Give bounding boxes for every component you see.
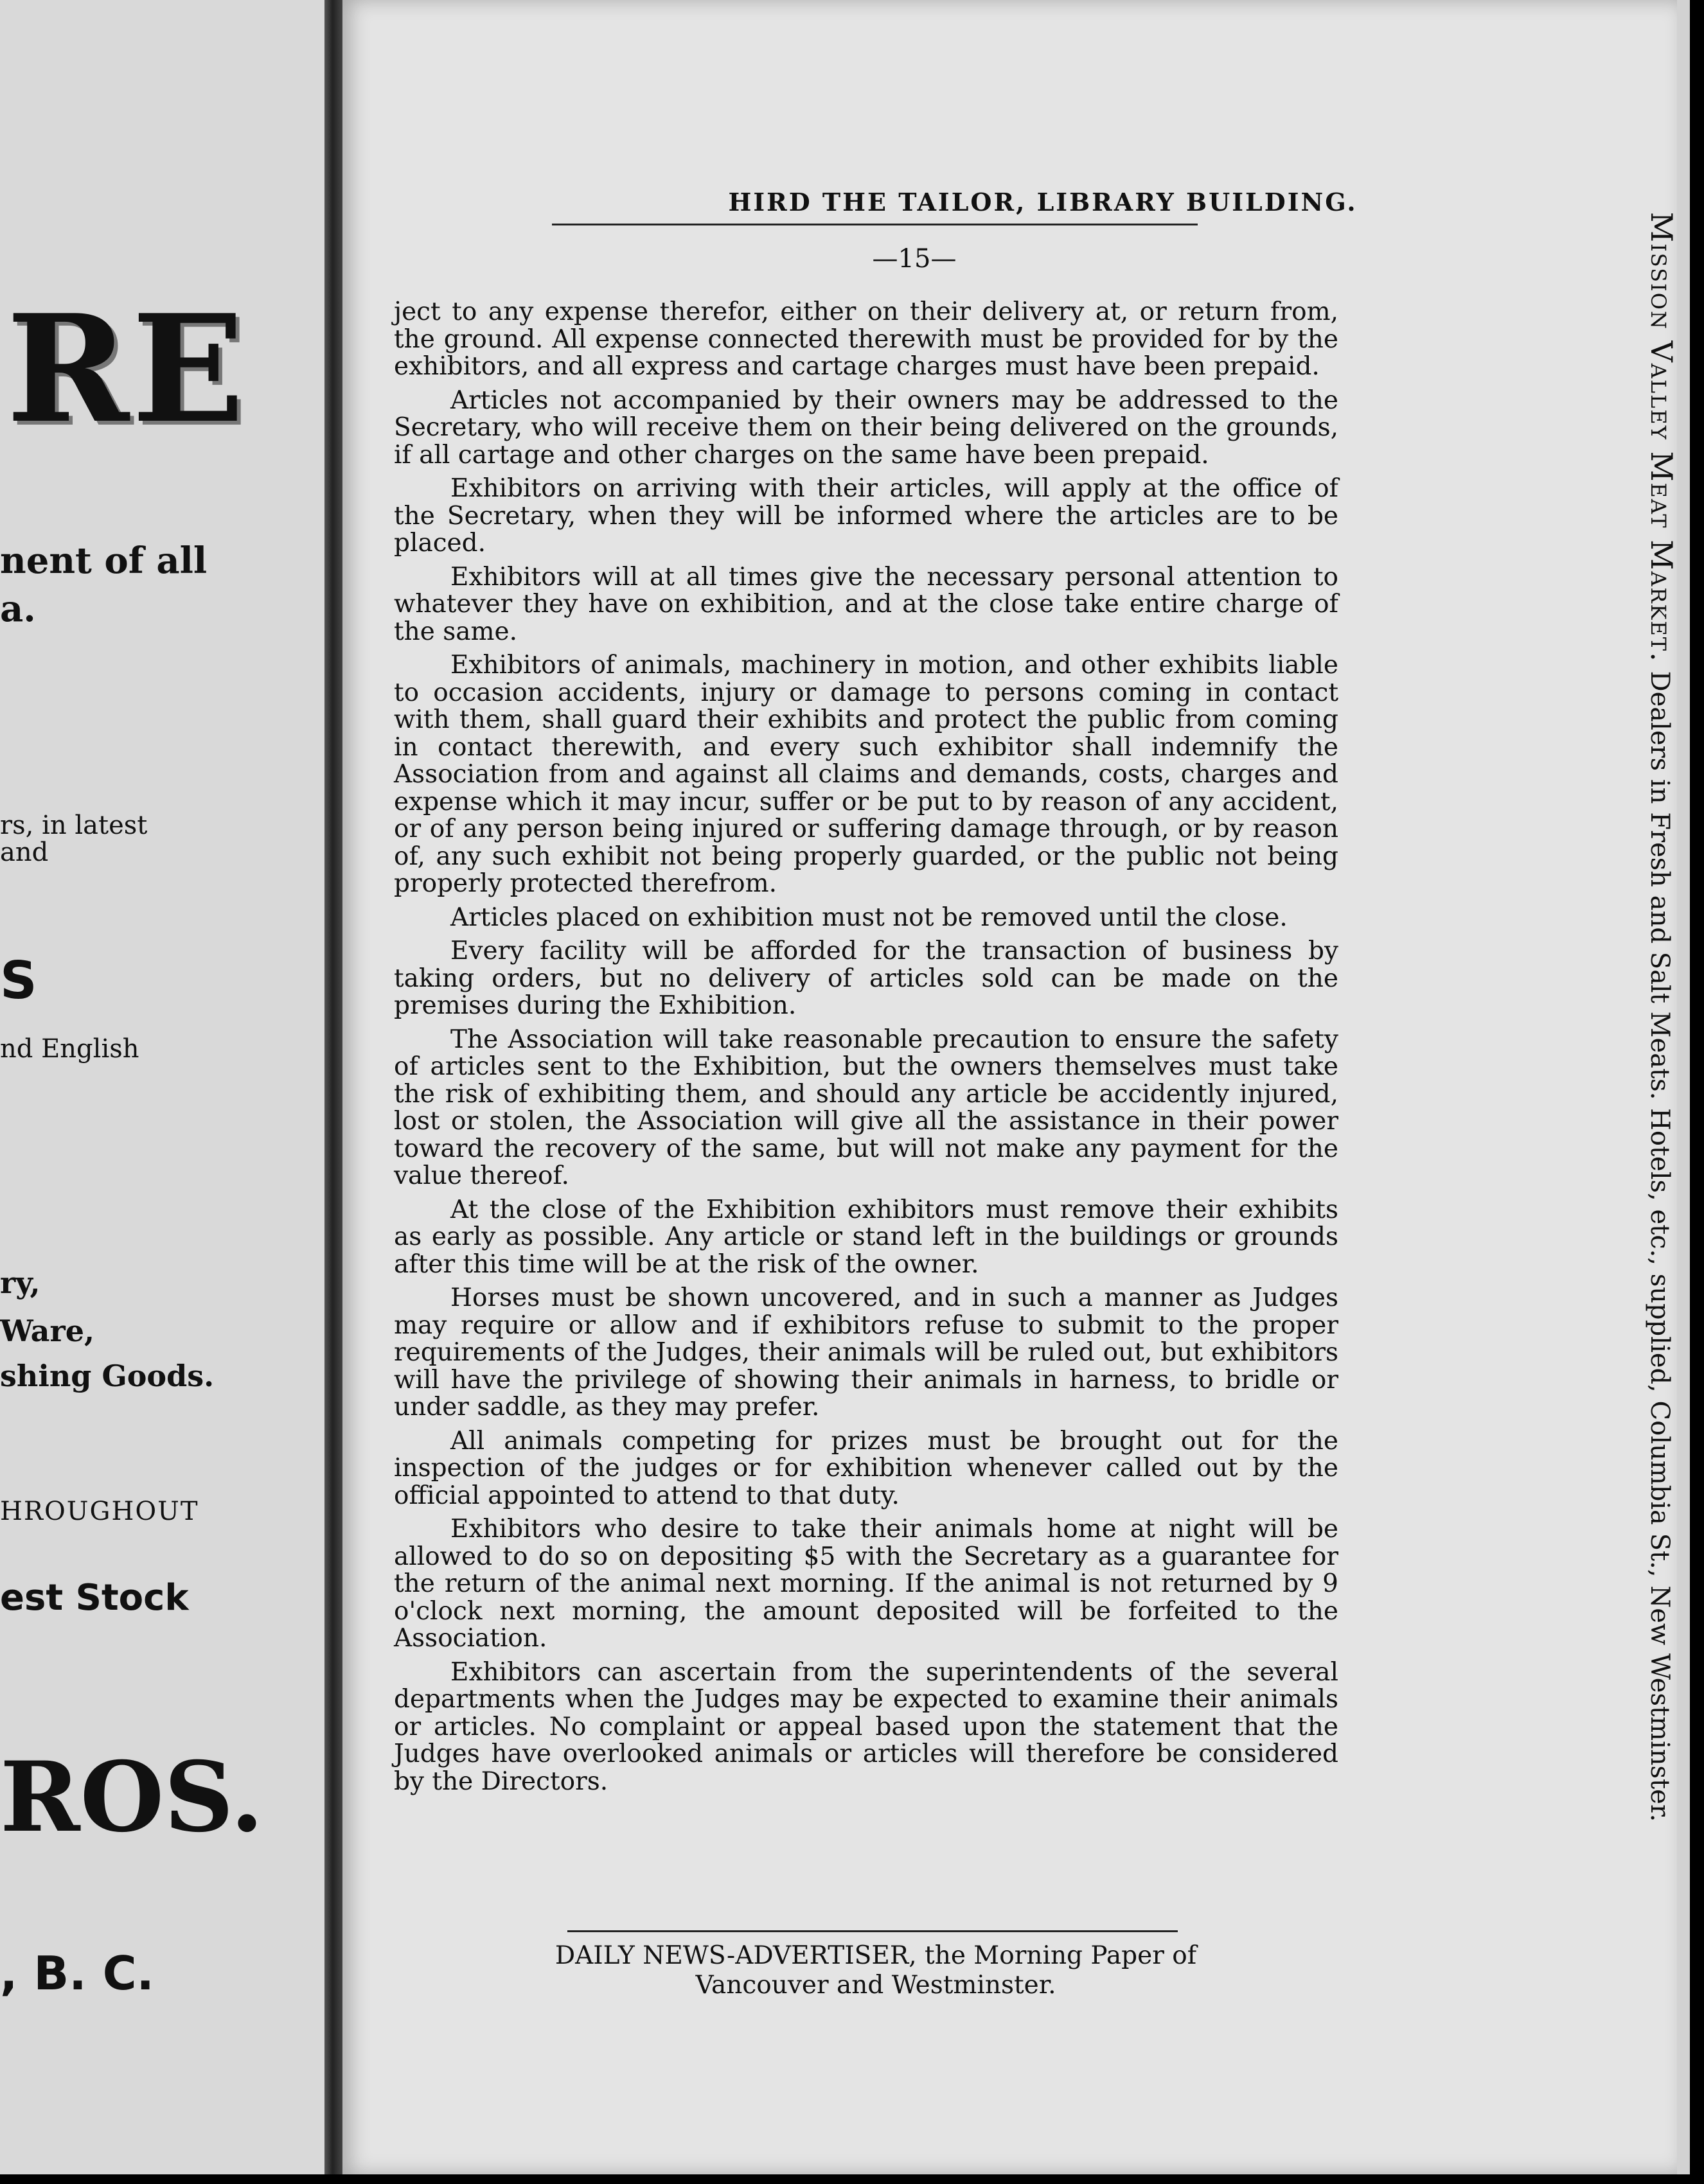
paragraph: Horses must be shown uncovered, and in such a manner as Judges may require or allow and if exhibitors refuse to submit to the proper requirements of the Judges, their animals will be ruled out, but exhibitors will have the privilege of showing their animals in harness, to bridle or under saddle, as they may prefer. bbox=[394, 1283, 1338, 1422]
footer-line: Vancouver and Westminster. bbox=[695, 1971, 1056, 2000]
footer-rule bbox=[567, 1930, 1178, 1932]
left-text-fragment: Ware, bbox=[0, 1314, 94, 1348]
right-page bbox=[342, 0, 1677, 2174]
left-text-fragment: ry, bbox=[0, 1265, 40, 1300]
header-rule bbox=[552, 224, 1198, 225]
left-text-fragment: nd English bbox=[0, 1034, 139, 1064]
paragraph: Exhibitors will at all times give the necessary personal attention to whatever they have on exhibition, and at the close take entire charge of the same. bbox=[394, 562, 1338, 646]
paragraph: ject to any expense therefor, either on their delivery at, or return from, the ground. All expense connected therewith must be provided for by the exhibitors, and all express and cartage charges must have been prepaid. bbox=[394, 297, 1338, 381]
left-text-fragment: HROUGHOUT bbox=[0, 1497, 199, 1526]
vertical-ad-text: Dealers in Fresh and Salt Meats. Hotels, etc., supplied, Columbia St., New Westminster. bbox=[1645, 671, 1674, 1822]
paragraph: Exhibitors can ascertain from the superintendents of the several departments when the Judges may be expected to examine their animals or articles. No complaint or appeal based upon the statement that the Judges have overlooked animals or articles will therefore be considered by the Directors. bbox=[394, 1657, 1338, 1796]
paragraph: At the close of the Exhibition exhibitors must remove their exhibits as early as possible. Any article or stand left in the buildings or grounds after this time will be at the risk of the owner. bbox=[394, 1195, 1338, 1279]
left-text-fragment: nent of all bbox=[0, 540, 208, 582]
left-text-fragment: a. bbox=[0, 588, 36, 630]
paragraph: Every facility will be afforded for the transaction of business by taking orders, but no delivery of articles sold can be made on the premises during the Exhibition. bbox=[394, 937, 1338, 1020]
left-text-fragment: , B. C. bbox=[0, 1946, 154, 2000]
book-gutter bbox=[324, 0, 342, 2174]
left-heading-fragment: S bbox=[0, 951, 37, 1010]
page-footer bbox=[522, 1941, 1229, 2000]
left-facing-page bbox=[0, 0, 328, 2174]
page-header: HIRD THE TAILOR, LIBRARY BUILDING. bbox=[728, 188, 1358, 216]
footer-line: DAILY NEWS-ADVERTISER, the Morning Paper of bbox=[555, 1941, 1197, 1970]
body-text bbox=[394, 299, 1338, 1802]
paragraph: The Association will take reasonable precaution to ensure the safety of articles sent to the Exhibition, but the owners themselves must take the risk of exhibiting them, and should any article be accidently injured, lost or stolen, the Association will give all the assistance in their power toward the recovery of the same, but will not make any payment for the value thereof. bbox=[394, 1025, 1338, 1190]
left-heading-fragment: RE bbox=[6, 283, 247, 456]
left-text-fragment: rs, in latest bbox=[0, 811, 148, 840]
paragraph: Articles placed on exhibition must not be removed until the close. bbox=[450, 903, 1288, 932]
paragraph: Exhibitors on arriving with their articles, will apply at the office of the Secretary, when they will be informed where the articles are to be placed. bbox=[394, 474, 1338, 558]
paragraph: Exhibitors of animals, machinery in motion, and other exhibits liable to occasion accidents, injury or damage to persons coming in contact with them, shall guard their exhibits and protect the public from coming in contact therewith, and every such exhibitor shall indemnify the Association from and against all claims and demands, costs, charges and expense which it may incur, suffer or be put to by reason of any accident, or of any person being injured or suffering damage through, or by reason of, any such exhibit not being properly guarded, or the public not being properly protected therefrom. bbox=[394, 651, 1338, 898]
left-text-fragment: shing Goods. bbox=[0, 1359, 215, 1393]
paragraph: Exhibitors who desire to take their animals home at night will be allowed to do so on depositing $5 with the Secretary as a guarantee for the return of the animal next morning. If the animal is not returned by 9 o'clock next morning, the amount deposited will be forfeited to the Association. bbox=[394, 1515, 1338, 1653]
page-number: —15— bbox=[872, 244, 957, 274]
paragraph: Articles not accompanied by their owners may be addressed to the Secretary, who will receive them on their being delivered on the grounds, if all cartage and other charges on the same have been prepaid. bbox=[394, 385, 1338, 470]
left-heading-fragment: ROS. bbox=[0, 1741, 264, 1854]
paragraph: All animals competing for prizes must be brought out for the inspection of the judges or for exhibition whenever called out by the official appointed to attend to that duty. bbox=[394, 1426, 1338, 1510]
left-text-fragment: and bbox=[0, 838, 49, 867]
left-text-fragment: est Stock bbox=[0, 1577, 189, 1619]
vertical-ad-name: Mission Valley Meat Market. bbox=[1644, 212, 1679, 663]
vertical-advertisement bbox=[1644, 212, 1679, 1822]
